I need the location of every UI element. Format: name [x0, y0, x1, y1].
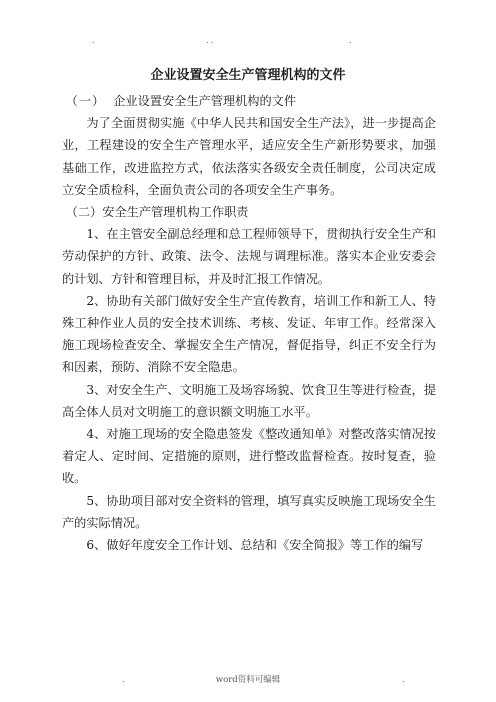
page-footer [0, 674, 496, 686]
header-left-mark: . [92, 36, 95, 45]
duty-item-2: 2、协助有关部门做好安全生产宣传教育，培训工作和新工人、特殊工种作业人员的安全技术训练、考核、发证、年审工作。经常深入施工现场检查安全、掌握安全生产情况，督促指导，纠正不安全行为和因素，预防、消除不安全隐患。 [62, 293, 436, 375]
duty-item-6: 6、做好年度安全工作计划、总结和《安全简报》等工作的编写 [86, 538, 424, 553]
duty-item-4: 4、对施工现场的安全隐患签发《整改通知单》对整改落实情况按着定人、定时间、定措施的原则，进行整改监督检查。按时复查，验收。 [62, 427, 436, 486]
header-middle-mark: .. [206, 36, 216, 45]
section-1-label: （一） [65, 94, 106, 108]
section-1-heading [62, 90, 436, 112]
duty-item-3: 3、对安全生产、文明施工及场容场貌、饮食卫生等进行检查，提高全体人员对文明施工的意识额文明施工水平。 [62, 382, 436, 419]
duty-item-1: 1、在主管安全副总经理和总工程师领导下，贯彻执行安全生产和劳动保护的方针、政策、法令、法规与调理标准。落实本企业安委会的计划、方针和管理目标，并及时汇报工作情况。 [62, 227, 436, 286]
footer-right-mark: . [402, 675, 405, 684]
section-1-title: 企业设置安全生产管理机构的文件 [113, 94, 297, 108]
section-1-paragraph: 为了全面贯彻实施《中华人民共和国安全生产法》，进一步提高企业，工程建设的安全生产管理水平，适应安全生产新形势要求，加强基础工作，改进监控方式，依法落实各级安全责任制度，公司决定成立安全质检科，全面负责公司的各项安全生产事务。 [62, 116, 436, 197]
section-2-heading: （二）安全生产管理机构工作职责 [65, 205, 249, 220]
footer-left-mark: . [122, 675, 125, 684]
footer-caption: word资料可编辑 [215, 675, 281, 685]
document-body [62, 90, 436, 556]
document-title: 企业设置安全生产管理机构的文件 [150, 68, 346, 83]
duty-item-5: 5、协助项目部对安全资料的管理，填写真实反映施工现场安全生产的实际情况。 [62, 493, 436, 530]
header-right-mark: . [349, 36, 352, 45]
page-header [0, 36, 496, 46]
